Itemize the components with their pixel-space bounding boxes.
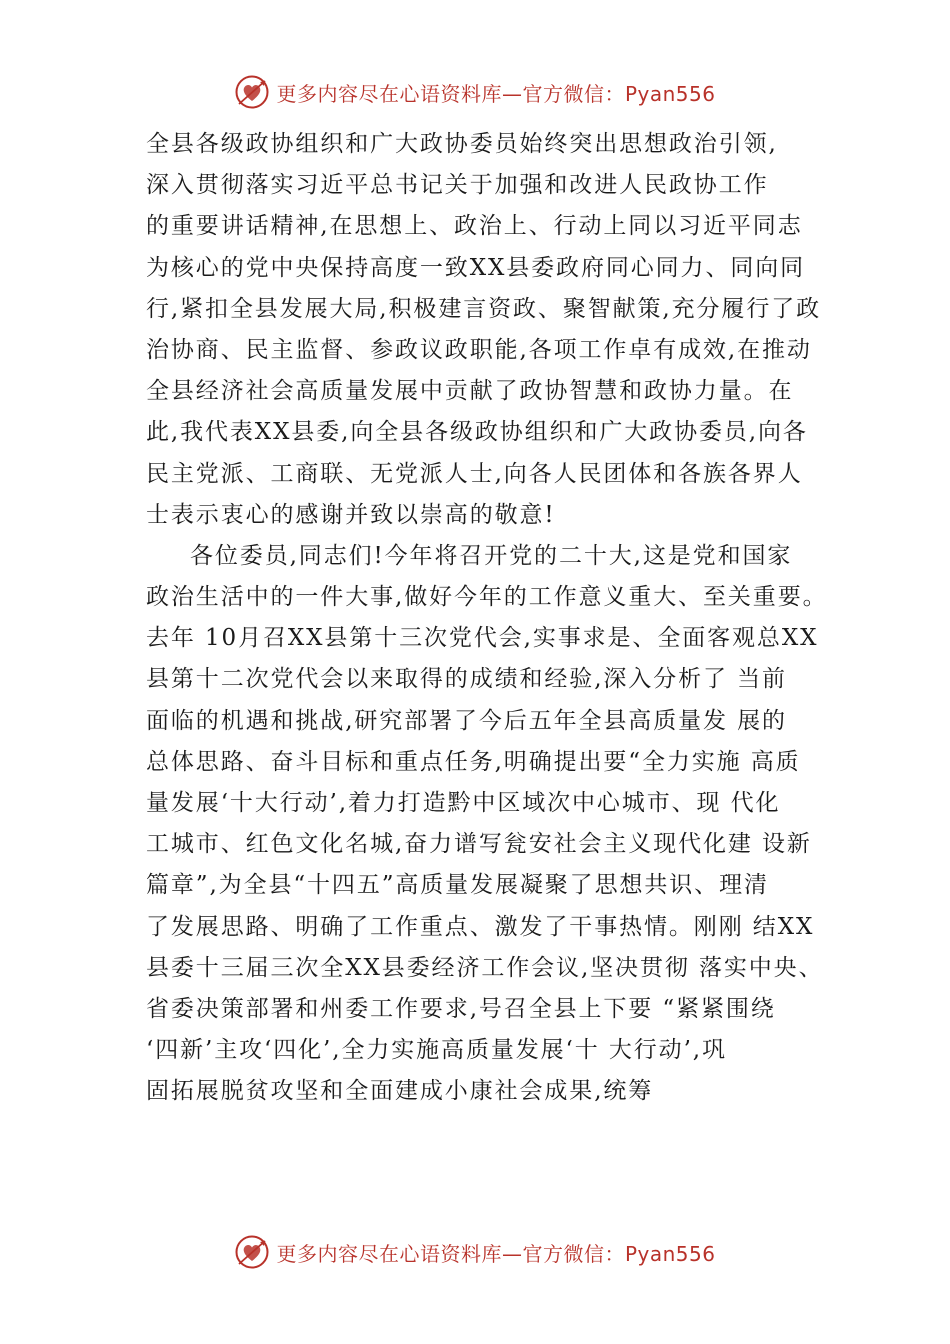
text-line: 深入贯彻落实习近平总书记关于加强和改进人民政协工作: [146, 172, 769, 199]
text-line: 的重要讲话精神,在思想上、政治上、行动上同以习近平同志: [146, 213, 803, 240]
text-line: 了发展思路、明确了工作重点、激发了干事热情。刚刚 结XX: [146, 913, 815, 940]
text-line: 省委决策部署和州委工作要求,号召全县上下要 “紧紧围绕: [146, 995, 776, 1022]
text-line: 政治生活中的一件大事,做好今年的工作意义重大、至关重要。: [146, 584, 828, 611]
paragraph-2: [146, 536, 846, 1113]
text-line: ‘四新’主攻‘四化’,全力实施高质量发展‘十 大行动’,巩: [146, 1037, 727, 1064]
heart-arrow-logo-icon: [234, 1234, 270, 1270]
text-line: 固拓展脱贫攻坚和全面建成小康社会成果,统筹: [146, 1078, 654, 1105]
text-line: 民主党派、工商联、无党派人士,向各人民团体和各族各界人: [146, 460, 803, 487]
banner-text: 更多内容尽在心语资料库—官方微信：Pyan556: [276, 81, 716, 106]
text-line: 此,我代表XX县委,向全县各级政协组织和广大政协委员,向各: [146, 419, 808, 446]
text-line: 县委十三届三次全XX县委经济工作会议,坚决贯彻 落实中央、: [146, 954, 824, 981]
text-line: 工城市、红色文化名城,奋力谱写瓮安社会主义现代化建 设新: [146, 831, 812, 858]
text-line: 各位委员,同志们!今年将召开党的二十大,这是党和国家: [190, 542, 793, 569]
text-line: 全县经济社会高质量发展中贡献了政协智慧和政协力量。在: [146, 378, 794, 405]
banner-text: 更多内容尽在心语资料库—官方微信：Pyan556: [276, 1241, 716, 1266]
text-line: 行,紧扣全县发展大局,积极建言资政、聚智献策,充分履行了政: [146, 295, 822, 322]
text-line: 全县各级政协组织和广大政协委员始终突出思想政治引领,: [146, 131, 778, 157]
header-watermark-banner: [0, 70, 950, 114]
text-line: 去年 10月召XX县第十三次党代会,实事求是、全面客观总XX: [146, 625, 819, 652]
document-body: [146, 124, 846, 1113]
text-line: 面临的机遇和挑战,研究部署了今后五年全县高质量发 展的: [146, 707, 787, 734]
paragraph-1: [146, 124, 846, 536]
text-line: 为核心的党中央保持高度一致XX县委政府同心同力、同向同: [146, 254, 806, 281]
text-line: 士表示衷心的感谢并致以崇高的敬意!: [146, 501, 556, 528]
text-line: 量发展‘十大行动’,着力打造黔中区域次中心城市、现 代化: [146, 790, 781, 816]
text-line: 总体思路、奋斗目标和重点任务,明确提出要“全力实施 高质: [146, 748, 801, 775]
text-line: 篇章”,为全县“十四五”高质量发展凝聚了思想共识、理清: [146, 872, 769, 899]
footer-watermark-banner: [0, 1230, 950, 1274]
text-line: 治协商、民主监督、参政议政职能,各项工作卓有成效,在推动: [146, 336, 812, 363]
text-line: 县第十二次党代会以来取得的成绩和经验,深入分析了 当前: [146, 666, 787, 693]
heart-arrow-logo-icon: [234, 74, 270, 110]
